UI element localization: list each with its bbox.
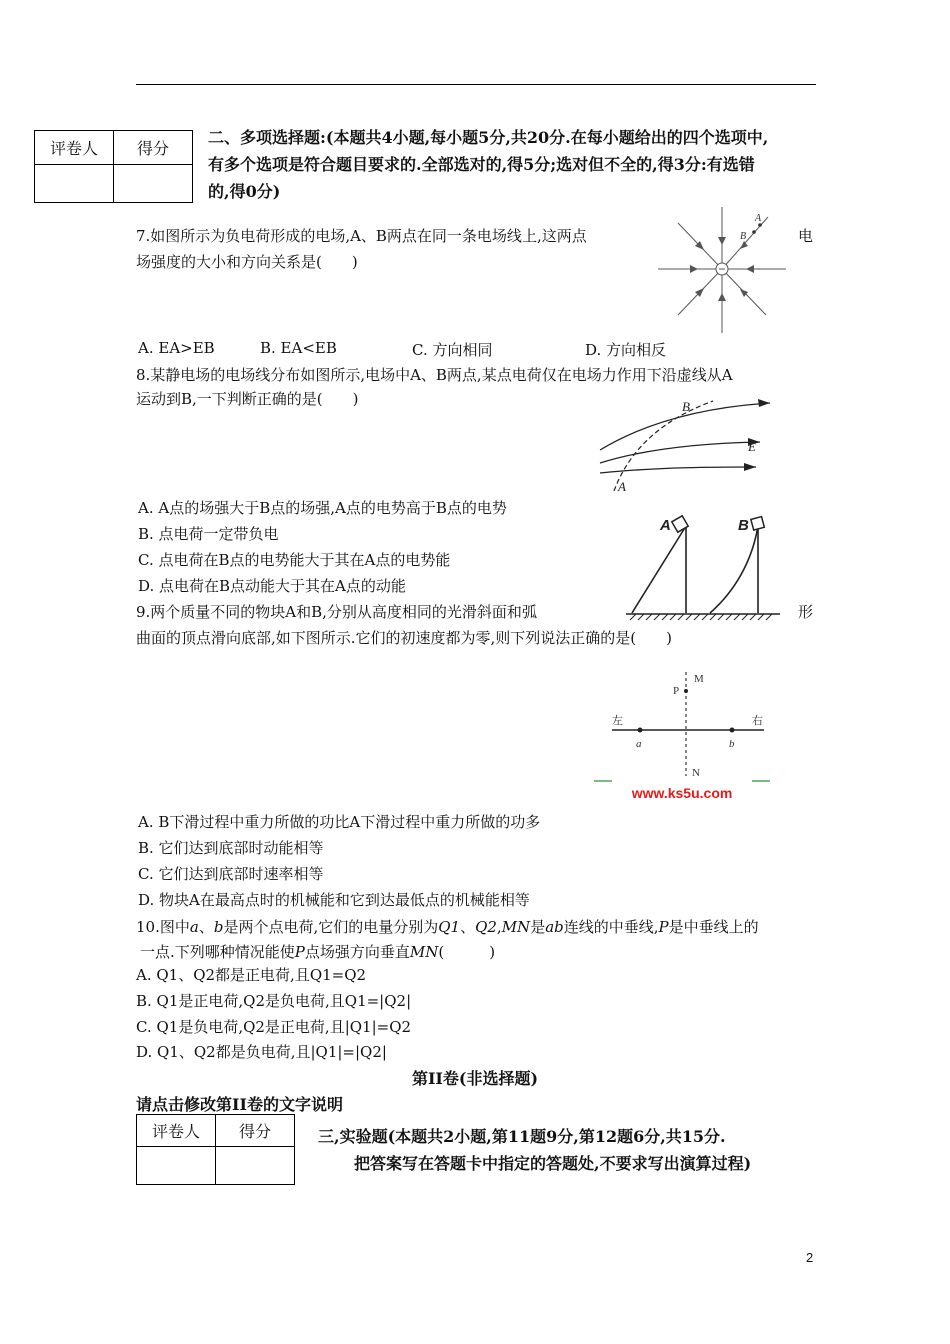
q7-stem-line-2: 场强度的大小和方向关系是( ) (136, 253, 358, 271)
q10-text: 点场强方向垂直 (304, 943, 410, 961)
part-2-note[interactable]: 请点击修改第II卷的文字说明 (136, 1095, 343, 1114)
score-cell[interactable] (216, 1147, 295, 1185)
q8-stem-line-1: 8.某静电场的电场线分布如图所示,电场中A、B两点,某点电荷仅在电场力作用下沿虚线从A (136, 366, 733, 384)
q9-slope-figure (624, 512, 784, 620)
q10-var-q1: Q1 (438, 918, 461, 936)
q7-option-d[interactable]: D. 方向相反 (585, 341, 667, 359)
section-3-heading (318, 1123, 751, 1177)
reviewer-cell[interactable] (137, 1147, 216, 1185)
q10-option-c[interactable]: C. Q1是负电荷,Q2是正电荷,且|Q1|=Q2 (136, 1018, 412, 1036)
section-3-line-2: 把答案写在答题卡中指定的答题处,不要求写出演算过程) (354, 1154, 752, 1173)
q10-var-p: P (294, 943, 305, 961)
q10-text: 、 (198, 918, 214, 936)
q9-option-d[interactable]: D. 物块A在最高点时的机械能和它到达最低点的机械能相等 (138, 891, 530, 909)
score-cell[interactable] (114, 165, 193, 203)
q7-fig-label-b: B (740, 231, 747, 242)
q8-fig-label-e: E (748, 439, 756, 454)
q10-text: 一点.下列哪种情况能使 (140, 943, 295, 961)
q10-var-b: b (213, 918, 224, 936)
q8-option-b[interactable]: B. 点电荷一定带负电 (138, 525, 279, 543)
q10-watermark: www.ks5u.com (631, 785, 733, 801)
q9-fig-label-b: B (738, 517, 749, 534)
score-header: 得分 (114, 131, 193, 165)
page-number: 2 (806, 1250, 814, 1265)
q10-var-a: a (189, 918, 199, 936)
q10-fig-label-m: M (694, 673, 704, 685)
section-2-line-1: 二、多项选择题:(本题共4小题,每小题5分,共20分.在每小题给出的四个选项中, (208, 128, 769, 147)
section-2-line-2: 有多个选项是符合题目要求的.全部选对的,得5分;选对但不全的,得3分:有选错 (208, 155, 755, 174)
score-header: 得分 (216, 1115, 295, 1147)
q9-option-c[interactable]: C. 它们达到底部时速率相等 (138, 865, 324, 883)
q10-text: 是 (530, 918, 546, 936)
score-box (34, 130, 193, 203)
q7-field-figure (656, 205, 796, 335)
q8-field-figure (598, 393, 798, 493)
q10-var-mn: MN (409, 943, 439, 961)
q9-fig-label-a: A (660, 517, 671, 534)
q8-option-a[interactable]: A. A点的场强大于B点的场强,A点的电势高于B点的电势 (138, 499, 507, 517)
q9-stem-tail: 形 (798, 603, 814, 621)
q10-text: 、 (460, 918, 476, 936)
q10-text: 连线的中垂线, (563, 918, 659, 936)
q9-option-a[interactable]: A. B下滑过程中重力所做的功比A下滑过程中重力所做的功多 (138, 813, 541, 831)
q10-fig-label-left: 左 (612, 714, 623, 727)
q10-text: 10.图中 (136, 918, 190, 936)
q10-option-b[interactable]: B. Q1是正电荷,Q2是负电荷,且Q1=|Q2| (136, 992, 412, 1010)
q7-option-c[interactable]: C. 方向相同 (412, 341, 493, 359)
q8-fig-label-b: B (682, 399, 690, 414)
q10-stem-line-2 (140, 939, 495, 965)
q10-text: ( ) (438, 943, 496, 961)
q10-option-d[interactable]: D. Q1、Q2都是负电荷,且|Q1|=|Q2| (136, 1043, 387, 1061)
q10-var-p: P (658, 918, 669, 936)
q10-fig-label-a: a (636, 738, 642, 750)
q10-fig-label-right: 右 (752, 714, 763, 727)
q9-option-b[interactable]: B. 它们达到底部时动能相等 (138, 839, 324, 857)
q7-option-a[interactable]: A. EA>EB (138, 339, 215, 357)
q10-var-mn: MN (501, 918, 531, 936)
q7-stem-tail: 电 (798, 227, 814, 245)
q10-option-a[interactable]: A. Q1、Q2都是正电荷,且Q1=Q2 (136, 966, 367, 984)
score-box-2 (136, 1114, 295, 1185)
section-3-line-1: 三,实验题(本题共2小题,第11题9分,第12题6分,共15分. (318, 1127, 726, 1146)
q10-var-q2: Q2 (475, 918, 497, 936)
q8-fig-label-a: A (618, 479, 626, 494)
q10-text: , (496, 918, 502, 936)
q9-stem-line-1: 9.两个质量不同的物块A和B,分别从高度相同的光滑斜面和弧 (136, 603, 537, 621)
header-rule (136, 84, 816, 85)
reviewer-cell[interactable] (35, 165, 114, 203)
q10-stem-line-1 (136, 914, 759, 940)
q7-stem-line-1: 7.如图所示为负电荷形成的电场,A、B两点在同一条电场线上,这两点 (136, 227, 587, 245)
q10-var-ab: ab (545, 918, 564, 936)
q8-option-d[interactable]: D. 点电荷在B点动能大于其在A点的动能 (138, 577, 406, 595)
q9-stem-line-2: 曲面的顶点滑向底部,如下图所示.它们的初速度都为零,则下列说法正确的是( ) (136, 629, 673, 647)
section-2-line-3: 的,得0分) (208, 182, 281, 201)
part-2-title: 第II卷(非选择题) (411, 1069, 539, 1088)
reviewer-header: 评卷人 (137, 1115, 216, 1147)
q8-stem-line-2: 运动到B,一下判断正确的是( ) (136, 390, 359, 408)
section-2-heading (208, 124, 828, 205)
q7-option-b[interactable]: B. EA<EB (260, 339, 337, 357)
q10-figure (590, 668, 780, 808)
q10-text: 是中垂线上的 (668, 918, 759, 936)
q10-fig-label-p: P (673, 685, 680, 697)
q10-text: 是两个点电荷,它们的电量分别为 (223, 918, 439, 936)
q10-fig-label-n: N (692, 767, 700, 779)
q7-fig-label-a: A (755, 213, 762, 224)
reviewer-header: 评卷人 (35, 131, 114, 165)
q8-option-c[interactable]: C. 点电荷在B点的电势能大于其在A点的电势能 (138, 551, 451, 569)
q10-fig-label-b: b (729, 738, 735, 750)
